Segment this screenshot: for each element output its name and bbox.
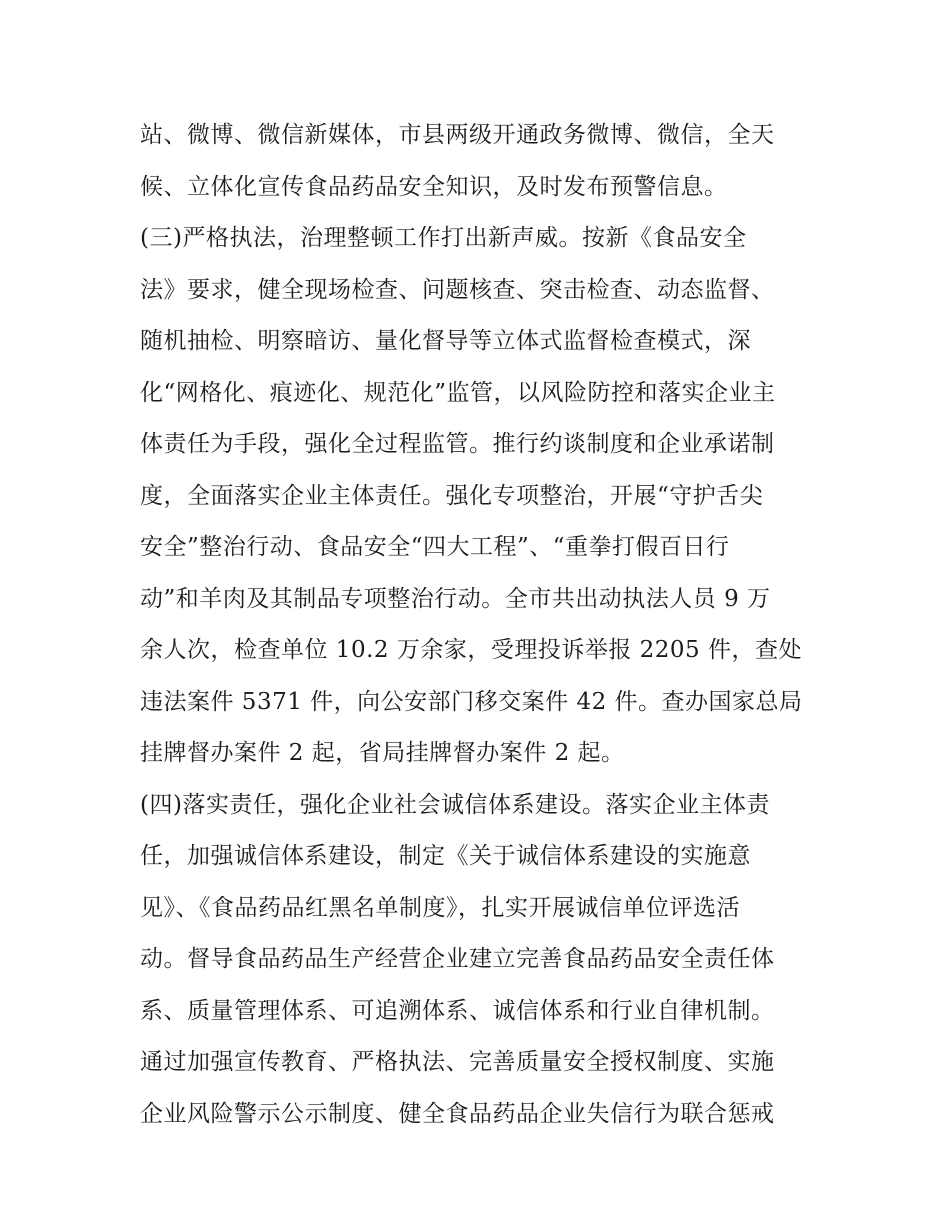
- text-line: 随机抽检、明察暗访、量化督导等立体式监督检查模式，深: [140, 328, 751, 354]
- document-body: [140, 110, 820, 1140]
- text-line: 通过加强宣传教育、严格执法、完善质量安全授权制度、实施: [140, 1049, 775, 1075]
- text-line: 企业风险警示公示制度、健全食品药品企业失信行为联合惩戒: [140, 1100, 775, 1127]
- text-line: 化“网格化、痕迹化、规范化”监管，以风险防控和落实企业主: [140, 379, 776, 406]
- text-line: 安全”整治行动、食品安全“四大工程”、“重拳打假百日行: [140, 534, 730, 560]
- text-line: 候、立体化宣传食品药品安全知识，及时发布预警信息。: [140, 173, 728, 200]
- text-line: 体责任为手段，强化全过程监管。推行约谈制度和企业承诺制: [140, 431, 775, 457]
- section-heading-4: (四)落实责任，强化企业社会诚信体系建设。落实企业主体责: [140, 791, 770, 818]
- text-line: 站、微博、微信新媒体，市县两级开通政务微博、微信，全天: [140, 122, 775, 148]
- text-line: 挂牌督办案件 2 起，省局挂牌督办案件 2 起。: [140, 740, 625, 766]
- text-line: 任，加强诚信体系建设，制定《关于诚信体系建设的实施意: [140, 843, 751, 869]
- section-heading-3: (三)严格执法，治理整顿工作打出新声威。按新《食品安全: [140, 225, 747, 251]
- text-line: 动”和羊肉及其制品专项整治行动。全市共出动执法人员 9 万: [140, 585, 771, 612]
- text-line: 度，全面落实企业主体责任。强化专项整治，开展“守护舌尖: [140, 482, 764, 509]
- text-line: 系、质量管理体系、可追溯体系、诚信体系和行业自律机制。: [140, 997, 775, 1024]
- text-line: 余人次，检查单位 10.2 万余家，受理投诉举报 2205 件，查处: [140, 637, 802, 663]
- text-line: 见》、《食品药品红黑名单制度》，扎实开展诚信单位评选活: [140, 894, 740, 921]
- text-line: 违法案件 5371 件，向公安部门移交案件 42 件。查办国家总局: [140, 688, 803, 715]
- text-line: 法》要求，健全现场检查、问题核查、突击检查、动态监督、: [140, 276, 775, 303]
- text-line: 动。督导食品药品生产经营企业建立完善食品药品安全责任体: [140, 946, 775, 972]
